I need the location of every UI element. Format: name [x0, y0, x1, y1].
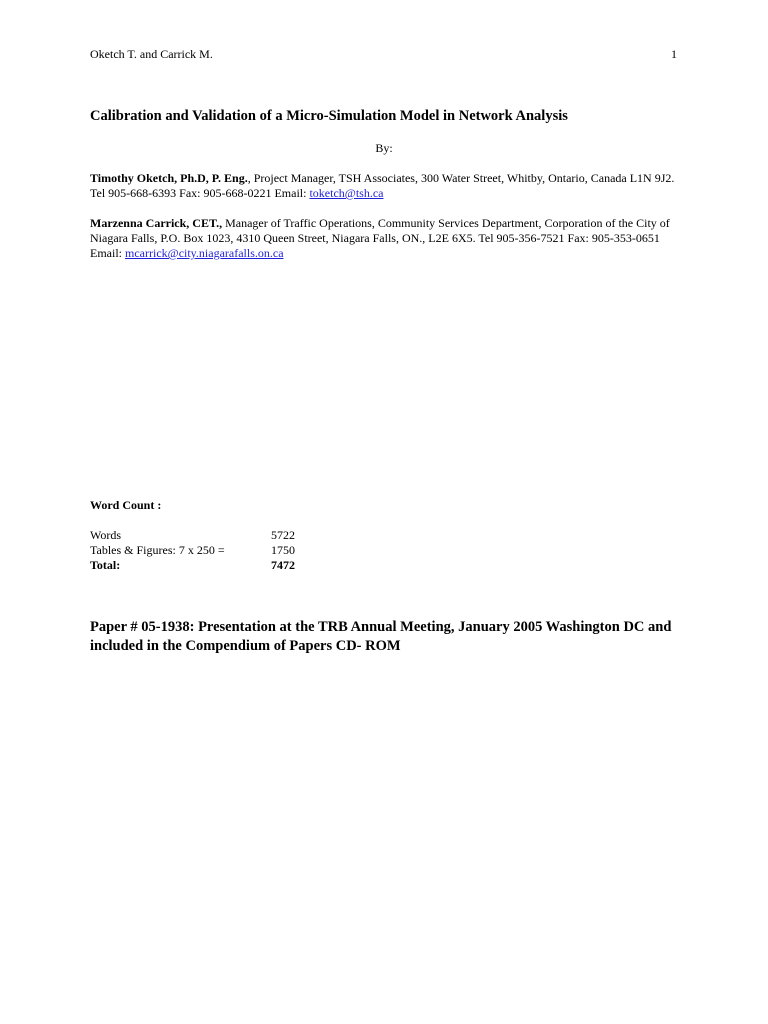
word-count-table: [90, 528, 295, 573]
author-email-link[interactable]: mcarrick@city.niagarafalls.on.ca: [125, 246, 284, 260]
row-value: 7472: [271, 558, 295, 572]
word-count-row-total: [90, 558, 295, 573]
author-details: , Project Manager, TSH Associates, 300 Water Street, Whitby, Ontario, Canada L1N 9J2. Tel 905-668-6393 Fax: 905-668-0221 Email:: [90, 171, 675, 200]
row-label: Words: [90, 528, 122, 542]
word-count-row-tables-figures: [90, 543, 295, 558]
author-details: Manager of Traffic Operations, Community Services Department, Corporation of the City of Niagara Falls, P.O. Box 1023, 4310 Queen Street, Niagara Falls, ON., L2E 6X5. Tel 905-356-7521 Fax: 905-353-0651 Email:: [90, 216, 670, 260]
row-value: 5722: [271, 528, 295, 542]
author-name: Marzenna Carrick, CET.,: [90, 216, 223, 230]
row-label: Total:: [90, 558, 121, 572]
page-number: 1: [671, 47, 677, 61]
paper-presentation-note: Paper # 05-1938: Presentation at the TRB Annual Meeting, January 2005 Washington DC and included in the Compendium of Papers CD- ROM: [90, 619, 672, 654]
row-value: 1750: [271, 543, 295, 557]
row-label: Tables & Figures: 7 x 250 =: [90, 543, 225, 557]
author-block-1: [90, 171, 680, 201]
author-email-link[interactable]: toketch@tsh.ca: [309, 186, 384, 200]
by-label: By:: [375, 141, 393, 155]
author-name: Timothy Oketch, Ph.D, P. Eng.: [90, 171, 248, 185]
running-header-authors: Oketch T. and Carrick M.: [90, 47, 213, 61]
word-count-row-words: [90, 528, 295, 543]
word-count-heading: Word Count :: [90, 498, 162, 512]
author-block-2: [90, 216, 680, 261]
paper-title: Calibration and Validation of a Micro-Simulation Model in Network Analysis: [90, 108, 568, 124]
